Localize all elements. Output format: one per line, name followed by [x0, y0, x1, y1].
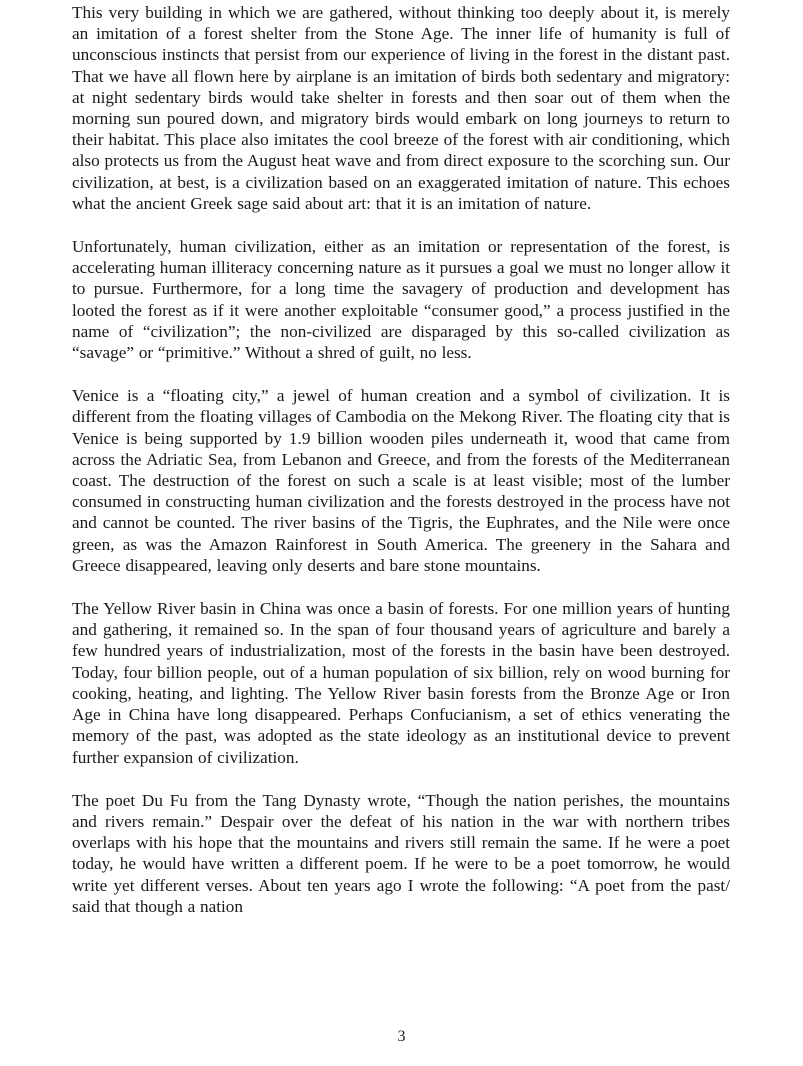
paragraph-du-fu: The poet Du Fu from the Tang Dynasty wrote, “Though the nation perishes, the mountains and rivers remain.” Despair over the defeat of his nation in the war with northern tribes overlaps with his hope that the mountains and rivers still remain the same. If he were a poet today, he would have written a different poem. If he were to be a poet tomorrow, he would write yet different verses. About ten years ago I wrote the following: “A poet from the past/ said that though a nation — [72, 790, 730, 916]
paragraph-yellow-river: The Yellow River basin in China was once a basin of forests. For one million years of hunting and gathering, it remained so. In the span of four thousand years of agriculture and barely a few hundred years of industrialization, most of the forests in the basin have been destroyed. Today, four billion people, out of a human population of six billion, rely on wood burning for cooking, heating, and lighting. The Yellow River basin forests from the Bronze Age or Iron Age in China have long disappeared. Perhaps Confucianism, a set of ethics venerating the memory of the past, was adopted as the state ideology as an institutional device to prevent further expansion of civilization. — [72, 599, 730, 767]
paragraph-human-civilization: Unfortunately, human civilization, either as an imitation or representation of the forest, is accelerating human illiteracy concerning nature as it pursues a goal we must no longer allow it to pursue. Furthermore, for a long time the savagery of production and development has looted the forest as if it were another exploitable “consumer good,” a process justified in the name of “civilization”; the non-civilized are disparaged by this so-called civilization as “savage” or “primitive.” Without a shred of guilt, no less. — [72, 237, 731, 363]
document-page — [72, 2, 730, 939]
paragraph-building-imitation: This very building in which we are gathered, without thinking too deeply about it, is merely an imitation of a forest shelter from the Stone Age. The inner life of humanity is full of unconscious instincts that persist from our experience of living in the forest in the distant past. That we have all flown here by airplane is an imitation of birds both sedentary and migratory: at night sedentary birds would take shelter in forests and then soar out of them when the morning sun poured down, and migratory birds would embark on long journeys to return to their habitat. This place also imitates the cool breeze of the forest with air conditioning, which also protects us from the August heat wave and from direct exposure to the scorching sun. Our civilization, at best, is a civilization based on an exaggerated imitation of nature. This echoes what the ancient Greek sage said about art: that it is an imitation of nature. — [72, 3, 730, 213]
paragraph-venice: Venice is a “floating city,” a jewel of human creation and a symbol of civilization. It is different from the floating villages of Cambodia on the Mekong River. The floating city that is Venice is being supported by 1.9 billion wooden piles underneath it, wood that came from across the Adriatic Sea, from Lebanon and Greece, and from the forests of the Mediterranean coast. The destruction of the forest on such a scale is at least visible; most of the lumber consumed in constructing human civilization and the forests destroyed in the process have not and cannot be counted. The river basins of the Tigris, the Euphrates, and the Nile were once green, as was the Amazon Rainforest in South America. The greenery in the Sahara and Greece disappeared, leaving only deserts and bare stone mountains. — [72, 386, 730, 575]
page-number: 3 — [397, 1028, 406, 1045]
